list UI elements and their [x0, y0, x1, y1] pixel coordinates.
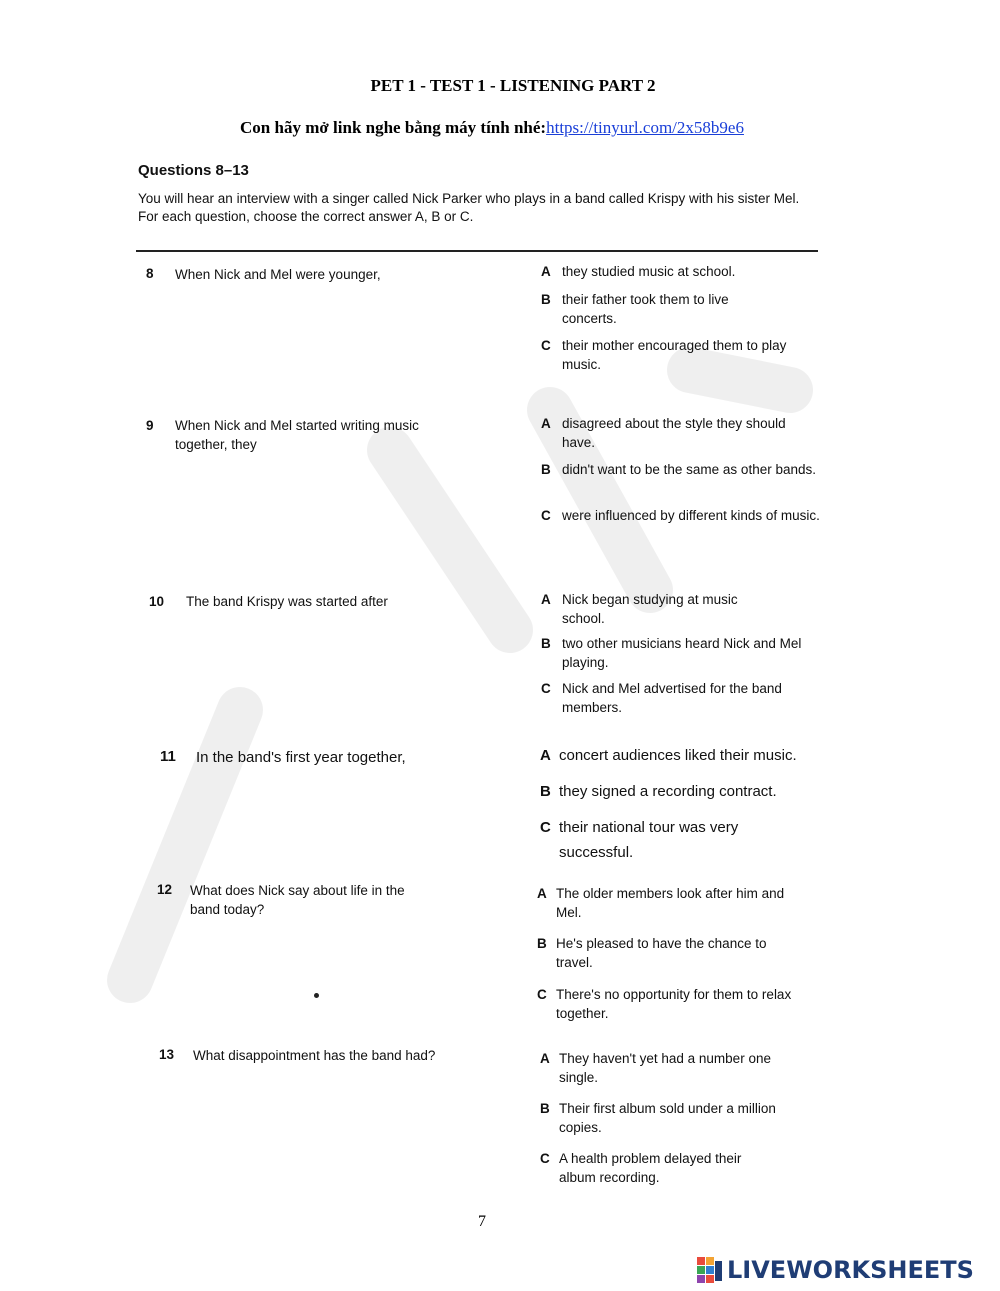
- instructions: [138, 190, 828, 226]
- option-letter: C: [541, 338, 551, 353]
- question-text: When Nick and Mel started writing music together, they: [175, 418, 419, 452]
- option-letter: C: [541, 508, 551, 523]
- page-title: PET 1 - TEST 1 - LISTENING PART 2: [370, 76, 656, 95]
- liveworksheets-logo-icon: [697, 1257, 723, 1283]
- option-letter: B: [541, 292, 551, 307]
- option-letter: A: [540, 1051, 550, 1066]
- option-text: their mother encouraged them to play music.: [562, 338, 787, 372]
- question-text: In the band's first year together,: [196, 749, 406, 766]
- option-letter: C: [537, 987, 547, 1002]
- option-letter: B: [540, 1101, 550, 1116]
- option-letter: A: [541, 592, 551, 607]
- option-text: A health problem delayed their album recording.: [559, 1151, 742, 1185]
- option-text: didn't want to be the same as other bands.: [562, 462, 816, 477]
- scan-speck: [314, 993, 319, 998]
- questions-heading: Questions 8–13: [138, 162, 249, 179]
- option-text: The older members look after him and Mel.: [556, 886, 785, 920]
- option-letter: A: [541, 264, 551, 279]
- option-text: Nick and Mel advertised for the band members.: [562, 681, 782, 715]
- option-letter: B: [541, 636, 551, 651]
- option-letter: B: [537, 936, 547, 951]
- option-text: two other musicians heard Nick and Mel playing.: [562, 636, 802, 670]
- option-text: They haven't yet had a number one single.: [559, 1051, 771, 1085]
- question-number: 8: [146, 266, 154, 281]
- option-text: were influenced by different kinds of music.: [562, 508, 820, 523]
- option-letter: C: [540, 819, 551, 836]
- liveworksheets-brand: [697, 1253, 974, 1287]
- option-text: their father took them to live concerts.: [562, 292, 729, 326]
- option-text: concert audiences liked their music.: [559, 747, 797, 764]
- option-letter: B: [540, 783, 551, 800]
- option-letter: C: [541, 681, 551, 696]
- brand-name: LIVEWORKSHEETS: [727, 1256, 974, 1284]
- audio-link-line: [0, 118, 984, 138]
- instruction-line-1: You will hear an interview with a singer called Nick Parker who plays in a band called Krispy with his sister Mel.: [138, 191, 800, 206]
- option-letter: A: [540, 747, 551, 764]
- page-number: 7: [478, 1213, 486, 1230]
- option-letter: C: [540, 1151, 550, 1166]
- option-text: Nick began studying at music school.: [562, 592, 738, 626]
- question-number: 10: [149, 594, 165, 609]
- question-text: The band Krispy was started after: [186, 594, 388, 609]
- option-text: their national tour was very successful.: [559, 819, 739, 861]
- question-number: 11: [160, 748, 176, 765]
- question-text: When Nick and Mel were younger,: [175, 267, 381, 282]
- instruction-line-2: For each question, choose the correct answer A, B or C.: [138, 209, 474, 224]
- question-number: 13: [159, 1047, 175, 1062]
- option-text: they signed a recording contract.: [559, 783, 777, 800]
- option-text: disagreed about the style they should have.: [562, 416, 786, 450]
- audio-link[interactable]: https://tinyurl.com/2x58b9e6: [546, 118, 744, 137]
- option-text: they studied music at school.: [562, 264, 736, 279]
- question-text: What disappointment has the band had?: [193, 1048, 436, 1063]
- option-letter: B: [541, 462, 551, 477]
- link-lead-text: Con hãy mở link nghe bằng máy tính nhé:: [240, 118, 547, 137]
- divider-rule: [136, 250, 818, 252]
- question-number: 9: [146, 418, 154, 433]
- question-number: 12: [157, 882, 173, 897]
- option-text: There's no opportunity for them to relax together.: [556, 987, 792, 1021]
- option-letter: A: [541, 416, 551, 431]
- option-text: He's pleased to have the chance to travel.: [556, 936, 767, 970]
- question-text: What does Nick say about life in the band today?: [190, 883, 405, 917]
- option-letter: A: [537, 886, 547, 901]
- option-text: Their first album sold under a million copies.: [559, 1101, 776, 1135]
